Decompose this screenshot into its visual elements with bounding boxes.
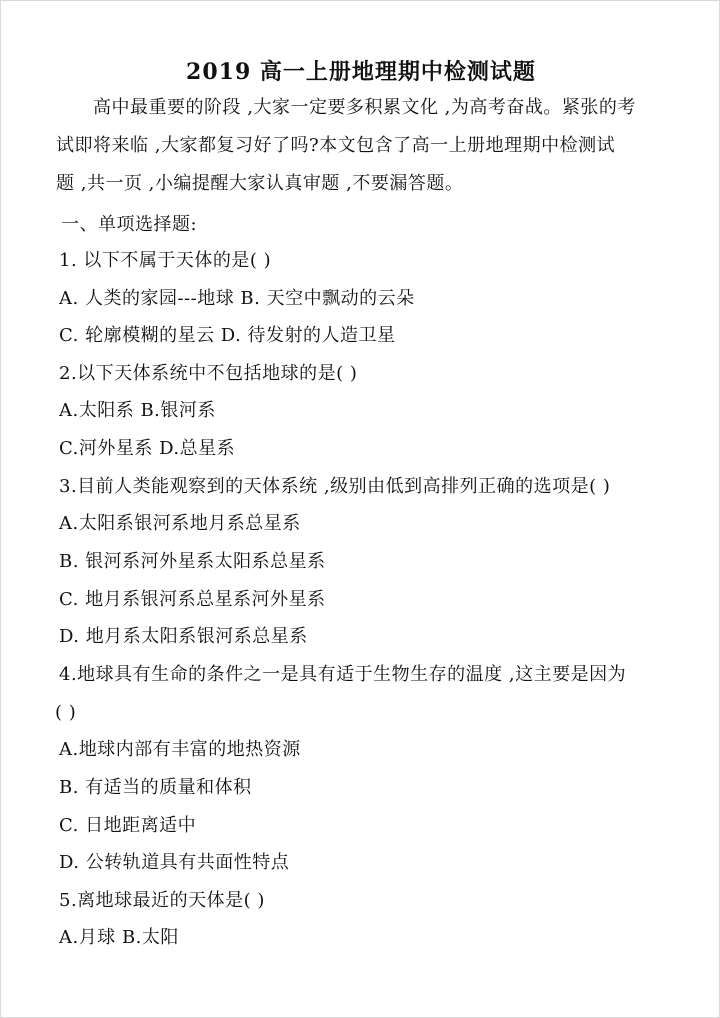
document-title: 2019 高一上册地理期中检测试题	[186, 59, 536, 85]
question-1-options-ab: A. 人类的家园---地球 B. 天空中飘动的云朵	[59, 288, 415, 309]
question-4-option-a: A.地球内部有丰富的地热资源	[59, 739, 301, 760]
question-4-option-b: B. 有适当的质量和体积	[59, 777, 252, 798]
question-3-option-d: D. 地月系太阳系银河系总星系	[59, 626, 308, 647]
question-4-option-c: C. 日地距离适中	[59, 815, 197, 836]
intro-line-2: 试即将来临 ,大家都复习好了吗?本文包含了高一上册地理期中检测试	[56, 135, 616, 156]
question-2: 2.以下天体系统中不包括地球的是( )	[59, 363, 358, 384]
question-2-options-ab: A.太阳系 B.银河系	[59, 400, 216, 421]
question-3-option-b: B. 银河系河外星系太阳系总星系	[59, 551, 326, 572]
question-5: 5.离地球最近的天体是( )	[59, 890, 265, 911]
question-1-options-cd: C. 轮廓模糊的星云 D. 待发射的人造卫星	[59, 325, 396, 346]
question-3-option-c: C. 地月系银河系总星系河外星系	[59, 589, 326, 610]
question-4-blank: ( )	[55, 702, 77, 723]
question-3-option-a: A.太阳系银河系地月系总星系	[59, 513, 301, 534]
question-3: 3.目前人类能观察到的天体系统 ,级别由低到高排列正确的选项是( )	[59, 476, 611, 497]
question-5-options-ab: A.月球 B.太阳	[59, 927, 179, 948]
question-1: 1. 以下不属于天体的是( )	[59, 250, 272, 271]
intro-line-3: 题 ,共一页 ,小编提醒大家认真审题 ,不要漏答题。	[56, 173, 464, 194]
question-4-option-d: D. 公转轨道具有共面性特点	[59, 852, 290, 873]
intro-line-1: 高中最重要的阶段 ,大家一定要多积累文化 ,为高考奋战。紧张的考	[56, 97, 636, 118]
section-heading: 一、单项选择题:	[61, 214, 198, 235]
question-4: 4.地球具有生命的条件之一是具有适于生物生存的温度 ,这主要是因为	[59, 664, 627, 685]
question-2-options-cd: C.河外星系 D.总星系	[59, 438, 236, 459]
